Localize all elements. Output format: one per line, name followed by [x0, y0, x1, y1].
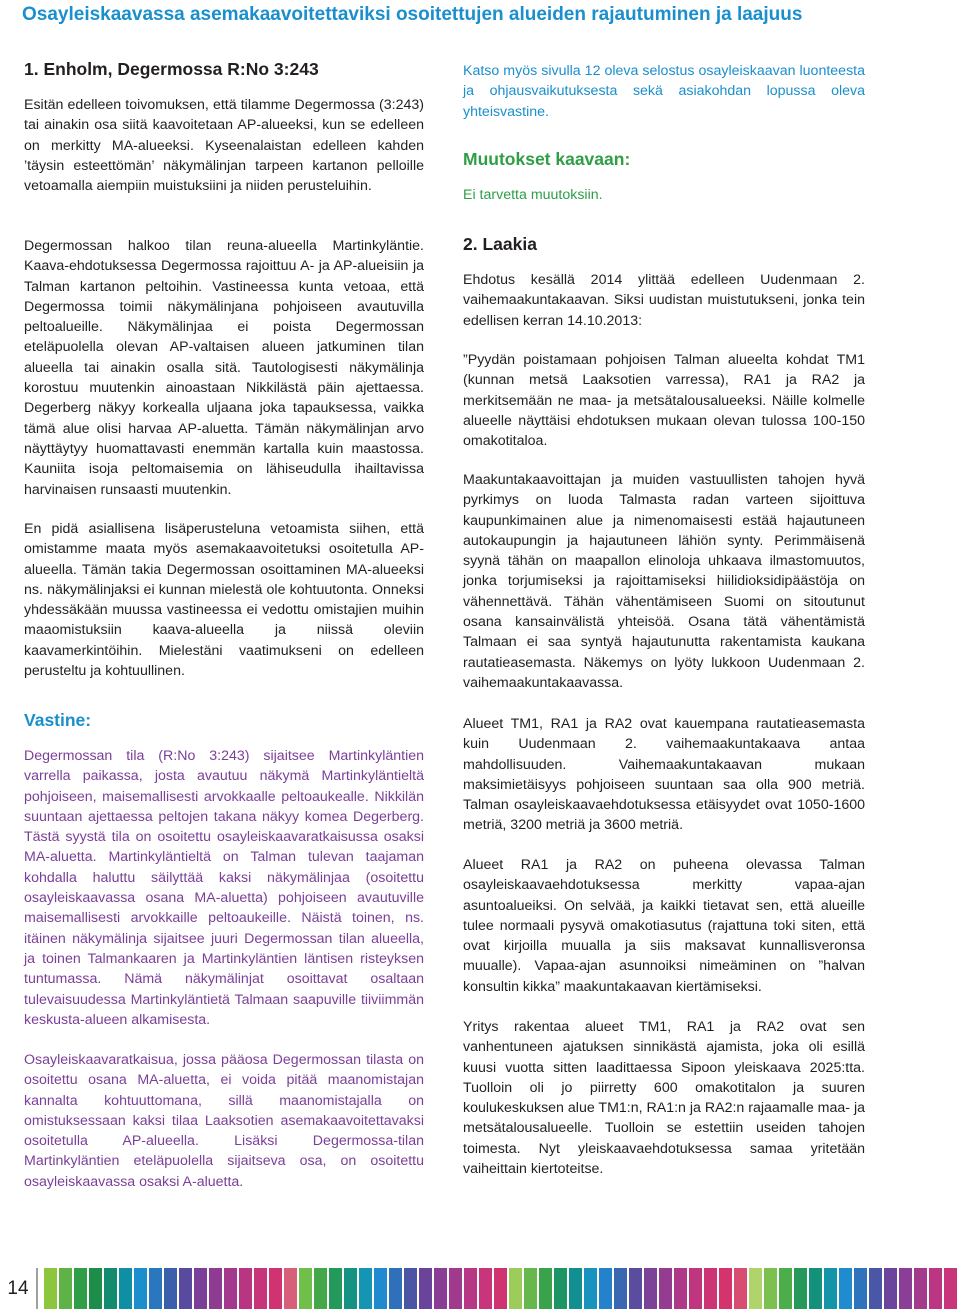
footer-stripe — [74, 1268, 87, 1309]
footer-stripe — [779, 1268, 792, 1309]
footer-stripe — [644, 1268, 657, 1309]
footer-stripe — [299, 1268, 312, 1309]
footer-stripe — [59, 1268, 72, 1309]
footer-divider — [36, 1268, 38, 1309]
footer-stripe — [194, 1268, 207, 1309]
changes-heading: Muutokset kaavaan: — [463, 149, 631, 169]
footer-stripe — [344, 1268, 357, 1309]
footer-stripe — [479, 1268, 492, 1309]
footer-stripe — [854, 1268, 867, 1309]
vastine-heading: Vastine: — [24, 710, 92, 730]
footer-stripe — [389, 1268, 402, 1309]
changes-text: Ei tarvetta muutoksiin. — [463, 187, 603, 203]
footer-stripe — [674, 1268, 687, 1309]
footer-stripe — [599, 1268, 612, 1309]
footer-stripe — [689, 1268, 702, 1309]
footer-stripe — [224, 1268, 237, 1309]
footer-stripe — [794, 1268, 807, 1309]
footer-stripe — [524, 1268, 537, 1309]
page-footer — [0, 1268, 960, 1309]
footer-stripe — [239, 1268, 252, 1309]
vastine-paragraph-2: Osayleiskaavaratkaisua, jossa pääosa Degermossan tilasta on osoitettu osana MA-aluetta, ei voida pitää maanomistajan kannalta kohtuuttomana, sillä maanomistajalla on omistuksessaan kaksi tilaa Laaksotien asemakaavoitettavaksi osoitetulla AP-alueella. Lisäksi Degermossa-tilan Martinkyläntien eteläpuolella sijaitseva osa, on osoitettu osayleiskaavassa osaksi A-aluetta. — [24, 1052, 424, 1190]
footer-stripe — [464, 1268, 477, 1309]
right-paragraph-2: ”Pyydän poistamaan pohjoisen Talman alueelta kohdat TM1 (kunnan metsä Laaksotien varressa), RA1 ja RA2 ja merkitsemään ne maa- ja metsätalousalueeksi. Näille kolmelle alueelle näyttäisi ehdotuksen mukaan olevan tulossa 100-150 omakotitaloa. — [463, 352, 865, 450]
footer-stripe — [584, 1268, 597, 1309]
right-paragraph-5: Alueet RA1 ja RA2 on puheena olevassa Talman osayleiskaavaehdotuksessa merkitty vapaa-ajan asuntoalueiksi. On selvää, ja kaikki tietavat sen, että alueille tulee normaali pysyvä omakotiasutus (rajattuna toki siten, että ovat kirjoilla muualla ja siis maksavat kunnallisveronsa muualle). Vapaa-ajan asunnoiksi nimeäminen on ”halvan konsultin kikka” maakuntakaavan kiertämiseksi. — [463, 857, 865, 995]
section-heading-laakia: 2. Laakia — [463, 234, 537, 254]
footer-stripe — [869, 1268, 882, 1309]
right-intro: Katso myös sivulla 12 oleva selostus osayleiskaavan luonteesta ja ohjausvaikutuksesta sekä asiakohdan lopussa oleva yhteisvastine. — [463, 63, 865, 120]
footer-stripe — [329, 1268, 342, 1309]
footer-stripe — [449, 1268, 462, 1309]
footer-stripe — [164, 1268, 177, 1309]
footer-stripe — [764, 1268, 777, 1309]
footer-stripe — [89, 1268, 102, 1309]
right-paragraph-1: Ehdotus kesällä 2014 ylittää edelleen Uudenmaan 2. vaihemaakuntakaavan. Siksi uudistan muistutukseni, jonka tein edellisen kerran 14.10.2013: — [463, 272, 865, 329]
footer-stripe — [119, 1268, 132, 1309]
footer-stripe — [659, 1268, 672, 1309]
left-paragraph-2: Degermossan halkoo tilan reuna-alueella Martinkyläntie. Kaava-ehdotuksessa Degermossa rajoittuu A- ja AP-alueisiin ja Talman kartanon peltoihin. Vastineessa kunta vetoaa, että Degermossa toimii näkymälinjana pohjoiseen avautuvilla peltoalueille. Näkymälinjaa ei poista Degermossan eteläpuolella olevan AP-valtaisen alueen jatkuminen tilan alueella tai ainakin osalla sitä. Tautologisesti näkymälinja korostuu muutenkin ainoastaan Nikkilästä päin ajettaessa. Degerberg näkyy korkealla uljaana joka tapauksessa, vaikka tämä alue olisi harvaa AP-aluetta. Tämän näkymälinjan arvo näyttäytyy huomattavasti enemmän kartalla kuin maastossa. Kauniita isoja peltomaisemia on lähiseudulla ihailtavissa harvinaisen runsaasti muutenkin. — [24, 238, 424, 498]
footer-stripe — [914, 1268, 927, 1309]
footer-stripe — [704, 1268, 717, 1309]
footer-stripe — [899, 1268, 912, 1309]
footer-stripe — [614, 1268, 627, 1309]
footer-stripe — [569, 1268, 582, 1309]
right-paragraph-4: Alueet TM1, RA1 ja RA2 ovat kauempana rautatieasemasta kuin Uudenmaan 2. vaihemaakuntakaava antaa mahdollisuuden. Vaihemaakuntakaavan mukaan maksimietäisyys pohjoiseen suuntaan saa olla 900 metriä. Talman osayleiskaavaehdotuksessa etäisyydet ovat 1050-1600 metriä, 3200 metriä ja 3600 metriä. — [463, 716, 865, 834]
footer-stripe — [929, 1268, 942, 1309]
footer-stripe — [284, 1268, 297, 1309]
footer-stripe — [434, 1268, 447, 1309]
footer-stripe — [44, 1268, 57, 1309]
footer-stripe — [824, 1268, 837, 1309]
footer-stripe — [254, 1268, 267, 1309]
vastine-paragraph-1: Degermossan tila (R:No 3:243) sijaitsee Martinkyläntien varrella paikassa, josta avautuu näkymä Martinkyläntieltä pohjoiseen, maisemallisesti arvokkaalle peltoaukealle. Nikkilän suuntaan ajettaessa peltojen takana näkyy komea Degerberg. Tästä syystä tila on osoitettu osayleiskaavaratkaisussa osaksi MA-aluetta. Martinkyläntieltä on Talman tulevan taajaman kohdalla haluttu säilyttää kaksi näkymälinjaa (osoitettu osayleiskaavassa osana MA-aluetta) pohjoiseen avautuville maisemallisesti arvokkaille peltoaukeille. Näistä toinen, ns. itäinen näkymälinja sijaitsee juuri Degermossan tilan alueella, ja toinen Talmankaaren ja Martinkyläntien läntisen risteyksen tuntumassa. Nämä näkymälinjat osoittavat osaltaan tulevaisuudessa Martinkyläntietä Talmaan saapuville tiiviimmän keskusta-alueen alkamisesta. — [24, 748, 424, 1028]
footer-stripe — [494, 1268, 507, 1309]
footer-stripe — [149, 1268, 162, 1309]
footer-stripe — [179, 1268, 192, 1309]
left-paragraph-3: En pidä asiallisena lisäperusteluna vetoamista siihen, että omistamme maata myös asemakaavoitetuksi osoitetulla AP-alueella. Tämän takia Degermossan osoittaminen MA-alueeksi ns. näkymälinjaksi ei kunnan mielestä ole kohtuutonta. Onneksi yhdessäkään muussa vastineessa ei vedottu omistajien muihin maaomistuksiin kaava-alueella ja niissä oleviin kaavamerkintöihin. Mielestäni vaatimukseni on edelleen perusteltu ja kohtuullinen. — [24, 521, 424, 680]
footer-stripe — [104, 1268, 117, 1309]
page-title: Osayleiskaavassa asemakaavoitettaviksi osoitettujen alueiden rajautuminen ja laajuus — [22, 4, 803, 25]
footer-stripe — [404, 1268, 417, 1309]
footer-stripe — [734, 1268, 747, 1309]
section-heading-enholm: 1. Enholm, Degermossa R:No 3:243 — [24, 59, 319, 79]
footer-stripe — [554, 1268, 567, 1309]
footer-stripe — [374, 1268, 387, 1309]
footer-stripe — [749, 1268, 762, 1309]
footer-stripe — [509, 1268, 522, 1309]
footer-stripe — [539, 1268, 552, 1309]
footer-stripe — [719, 1268, 732, 1309]
footer-stripe — [134, 1268, 147, 1309]
footer-stripe — [809, 1268, 822, 1309]
left-paragraph-1: Esitän edelleen toivomuksen, että tilamme Degermossa (3:243) tai ainakin osa siitä kaavoitetaan AP-alueeksi, kun se edelleen on merkitty MA-alueeksi. Kyseenalaistan edelleen kahden ’täysin esteettömän’ näkymälinjan tarpeen kartanon pelloille vetoamalla aiempiin muistuksiini ja niiden perusteluihin. — [24, 97, 424, 195]
right-paragraph-6: Yritys rakentaa alueet TM1, RA1 ja RA2 ovat sen vanhentuneen ajatuksen sinnikästä ajamista, joka oli esillä kuusi vuotta sitten laadittaessa Sipoon yleiskaava 2025:tta. Tuolloin oli jo piirretty 600 omakotitalon ja suuren koulukeskuksen alue TM1:n, RA1:n ja RA2:n rajaamalle maa- ja metsätalousalueelle. Tuolloin se estettiin useiden tahojen toimesta. Nyt yleiskaavaehdotuksessa samaa yritetään vaiheittain kiertoteitse. — [463, 1019, 865, 1178]
footer-stripe — [419, 1268, 432, 1309]
footer-stripe — [839, 1268, 852, 1309]
right-paragraph-3: Maakuntakaavoittajan ja muiden vastuullisten tahojen hyvä pyrkimys on luoda Talmasta radan varteen sijoittuva kaupunkimainen alue ja nimenomaisesti estää hajautuneen autokaupungin ja hajautuneen lähiön synty. Perimmäisenä syynä tähän on maapallon elinoloja uhkaava ilmastomuutos, jonka torjumiseksi ja rajoittamiseksi hiilidioksidipäästöja on vähennettävä. Tähän vähentämiseen Suomi on sitoutunut osana kansainvälistä yhteisöä. Osana tätä vähentämistä Talmaan ei saa syntyä hajautunutta rakentamista kaukana rautatieasemasta. Näkemys on lyöty lukkoon Uudenmaan 2. vaihemaakuntakaavassa. — [463, 472, 865, 691]
footer-stripe — [209, 1268, 222, 1309]
footer-stripe — [884, 1268, 897, 1309]
page-number: 14 — [7, 1278, 29, 1299]
footer-stripe — [314, 1268, 327, 1309]
footer-stripe — [269, 1268, 282, 1309]
footer-stripe — [629, 1268, 642, 1309]
footer-stripe — [944, 1268, 957, 1309]
footer-stripe — [359, 1268, 372, 1309]
